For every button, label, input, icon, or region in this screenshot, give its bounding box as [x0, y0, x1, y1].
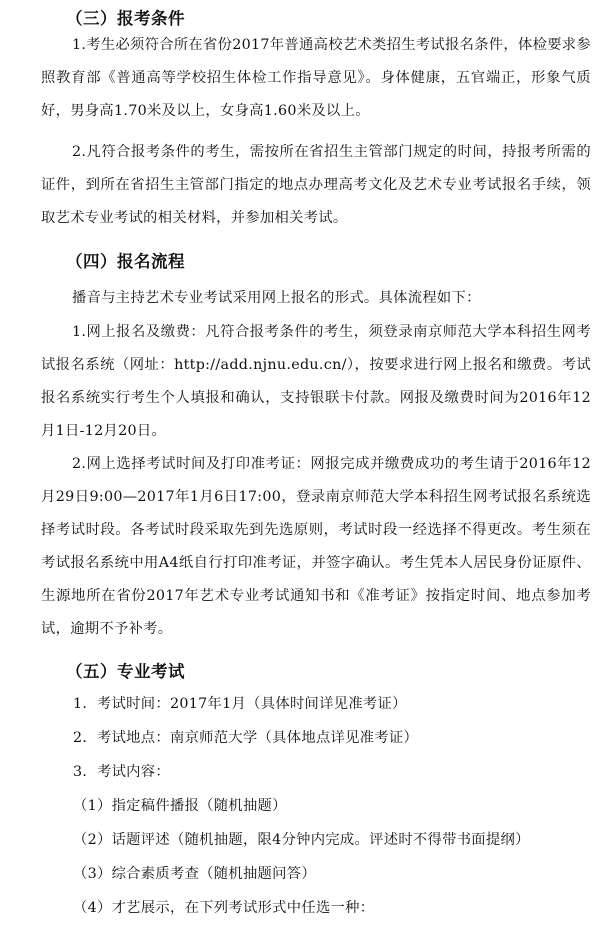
exam-item-content: 3．考试内容：	[73, 764, 170, 780]
exam-subitem-2: （2）话题评述（随机抽题，限4分钟内完成。评述时不得带书面提纲）	[73, 832, 530, 848]
exam-item-time: 1．考试时间：2017年1月（具体时间详见准考证）	[73, 696, 407, 712]
section-4-paragraph-1: 播音与主持艺术专业考试采用网上报名的形式。具体流程如下：	[72, 290, 481, 306]
section-3-paragraph-2: 2.凡符合报考条件的考生，需按所在省招生主管部门规定的时间，持报考所需的证件，到所在省招生主管部门指定的地点办理高考文化及艺术专业考试报名手续，领取艺术专业考试的相关材料，并参加相关考试。	[41, 144, 591, 226]
section-4-paragraph-2: 1.网上报名及缴费：凡符合报考条件的考生，须登录南京师范大学本科招生网考试报名系统（网址：http://add.njnu.edu.cn/），按要求进行网上报名和缴费。考试报名系统实行考生个人填报和确认，支持银联卡付款。网报及缴费时间为2016年12月1日-12月20日。	[41, 324, 591, 439]
exam-subitem-4: （4）才艺展示，在下列考试形式中任选一种：	[73, 900, 375, 916]
section-4-heading: （四）报名流程	[66, 252, 185, 271]
exam-subitem-3: （3）综合素质考查（随机抽题问答）	[73, 866, 316, 882]
exam-item-location: 2．考试地点：南京师范大学（具体地点详见准考证）	[73, 730, 419, 746]
section-3-paragraph-1: 1.考生必须符合所在省份2017年普通高校艺术类招生考试报名条件，体检要求参照教育部《普通高等学校招生体检工作指导意见》。身体健康，五官端正，形象气质好，男身高1.70米及以上，女身高1.60米及以上。	[41, 37, 591, 119]
section-3-heading: （三）报考条件	[66, 9, 185, 28]
exam-subitem-1: （1）指定稿件播报（随机抽题）	[73, 798, 287, 814]
section-5-heading: （五）专业考试	[66, 662, 185, 681]
section-4-paragraph-3: 2.网上选择考试时间及打印准考证：网报完成并缴费成功的考生请于2016年12月29日9:00—2017年1月6日17:00，登录南京师范大学本科招生网考试报名系统选择考试时段。各考试时段采取先到先选原则，考试时段一经选择不得更改。考生须在考试报名系统中用A4纸自行打印准考证，并签字确认。考生凭本人居民身份证原件、生源地所在省份2017年艺术专业考试通知书和《准考证》按指定时间、地点参加考试，逾期不予补考。	[41, 456, 591, 637]
